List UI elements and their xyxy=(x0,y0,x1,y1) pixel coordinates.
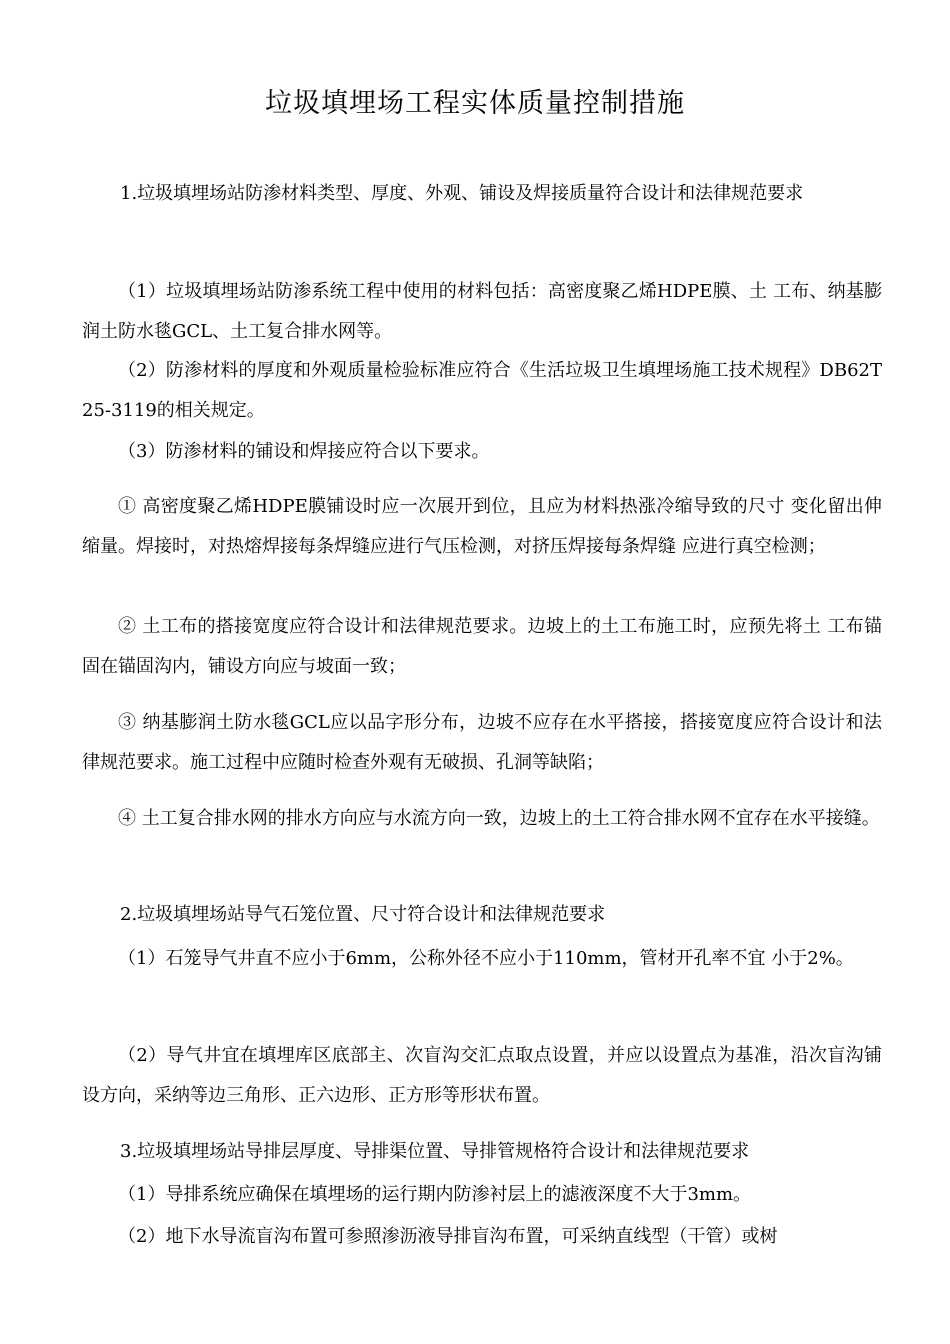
paragraph: （1）导排系统应确保在填埋场的运行期内防渗衬层上的滤液深度不大于3mm。 xyxy=(118,1184,752,1205)
paragraph: （1）垃圾填埋场站防渗系统工程中使用的材料包括：高密度聚乙烯HDPE膜、土 工布、纳基膨润土防水毯GCL、土工复合排水网等。 xyxy=(82,281,882,342)
list-item: ④ 土工复合排水网的排水方向应与水流方向一致，边坡上的土工符合排水网不宜存在水平接缝。 xyxy=(118,808,880,829)
paragraph: （1）石笼导气井直不应小于6mm，公称外径不应小于110mm，管材开孔率不宜 小于2%。 xyxy=(118,948,854,969)
page-title: 垃圾填埋场工程实体质量控制措施 xyxy=(265,88,685,119)
paragraph: （2）防渗材料的厚度和外观质量检验标准应符合《生活垃圾卫生填埋场施工技术规程》DB62T25-3119的相关规定。 xyxy=(82,360,882,421)
list-item: ③ 纳基膨润土防水毯GCL应以品字形分布，边坡不应存在水平搭接，搭接宽度应符合设计和法律规范要求。施工过程中应随时检查外观有无破损、孔洞等缺陷； xyxy=(82,712,882,773)
list-item: ② 土工布的搭接宽度应符合设计和法律规范要求。边坡上的土工布施工时，应预先将土 工布锚固在锚固沟内，铺设方向应与坡面一致； xyxy=(82,616,882,677)
section-heading-2: 2.垃圾填埋场站导气石笼位置、尺寸符合设计和法律规范要求 xyxy=(120,904,606,925)
paragraph: （3）防渗材料的铺设和焊接应符合以下要求。 xyxy=(118,441,490,462)
list-item: ① 高密度聚乙烯HDPE膜铺设时应一次展开到位，且应为材料热涨冷缩导致的尺寸 变化留出伸缩量。焊接时，对热熔焊接每条焊缝应进行气压检测，对挤压焊接每条焊缝 应进行真空检测； xyxy=(82,496,882,557)
section-heading-3: 3.垃圾填埋场站导排层厚度、导排渠位置、导排管规格符合设计和法律规范要求 xyxy=(120,1141,750,1162)
section-heading-1: 1.垃圾填埋场站防渗材料类型、厚度、外观、铺设及焊接质量符合设计和法律规范要求 xyxy=(120,183,804,204)
paragraph: （2）导气井宜在填埋库区底部主、次盲沟交汇点取点设置，并应以设置点为基准，沿次盲沟铺设方向，采纳等边三角形、正六边形、正方形等形状布置。 xyxy=(82,1045,882,1106)
paragraph: （2）地下水导流盲沟布置可参照渗沥液导排盲沟布置，可采纳直线型（干管）或树 xyxy=(118,1226,778,1247)
